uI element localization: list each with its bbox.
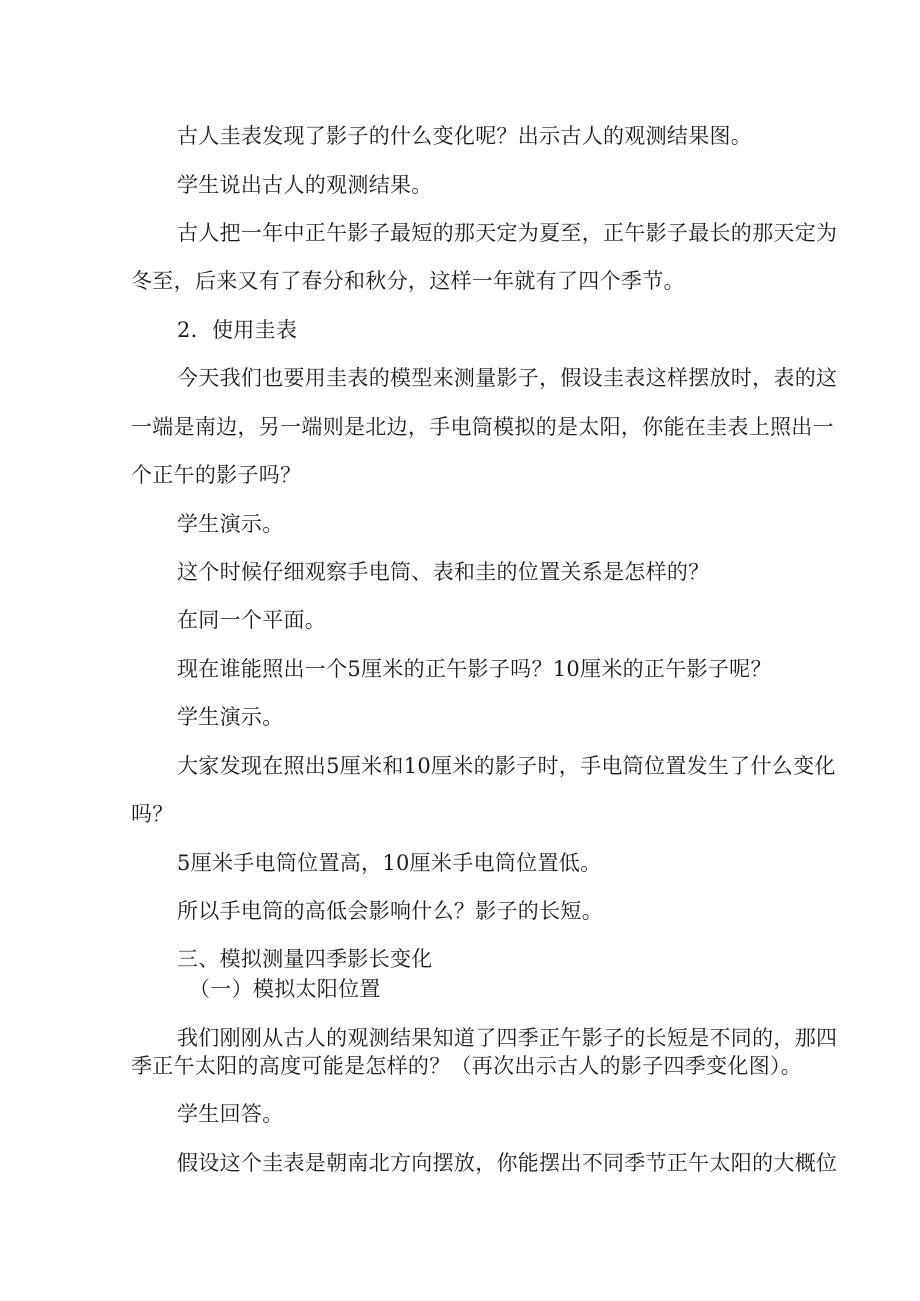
paragraph-line: 吗？ [131,802,174,826]
section-heading: 三、模拟测量四季影长变化 [177,947,433,971]
paragraph-line: 现在谁能照出一个5厘米的正午影子吗？10厘米的正午影子呢？ [177,657,772,681]
paragraph-line: 假设这个圭表是朝南北方向摆放，你能摆出不同季节正午太阳的大概位 [177,1151,838,1175]
paragraph-line: 我们刚刚从古人的观测结果知道了四季正午影子的长短是不同的，那四 [177,1026,838,1050]
paragraph-line: 这个时候仔细观察手电筒、表和圭的位置关系是怎样的？ [177,560,710,584]
paragraph-line: 学生演示。 [177,705,284,729]
paragraph-line: 大家发现在照出5厘米和10厘米的影子时，手电筒位置发生了什么变化 [177,754,836,778]
paragraph-line: 古人把一年中正午影子最短的那天定为夏至，正午影子最长的那天定为 [177,221,838,245]
paragraph-line: 在同一个平面。 [177,608,327,632]
paragraph-line: 5厘米手电筒位置高，10厘米手电筒位置低。 [177,851,602,875]
paragraph-line: 学生回答。 [177,1102,284,1126]
paragraph-line: 个正午的影子吗？ [131,463,302,487]
subsection-heading: （一）模拟太阳位置 [189,977,381,1001]
paragraph-line: 学生说出古人的观测结果。 [177,173,433,197]
section-heading: 2．使用圭表 [177,318,298,342]
paragraph-line: 所以手电筒的高低会影响什么？影子的长短。 [177,899,603,923]
paragraph-line: 一端是南边，另一端则是北边，手电筒模拟的是太阳，你能在圭表上照出一 [131,415,834,439]
paragraph-line: 冬至，后来又有了春分和秋分，这样一年就有了四个季节。 [131,269,685,293]
paragraph-line: 古人圭表发现了影子的什么变化呢？出示古人的观测结果图。 [177,124,753,148]
paragraph-line: 学生演示。 [177,512,284,536]
paragraph-line: 季正午太阳的高度可能是怎样的？（再次出示古人的影子四季变化图）。 [131,1054,803,1078]
paragraph-line: 今天我们也要用圭表的模型来测量影子，假设圭表这样摆放时，表的这 [177,366,838,390]
